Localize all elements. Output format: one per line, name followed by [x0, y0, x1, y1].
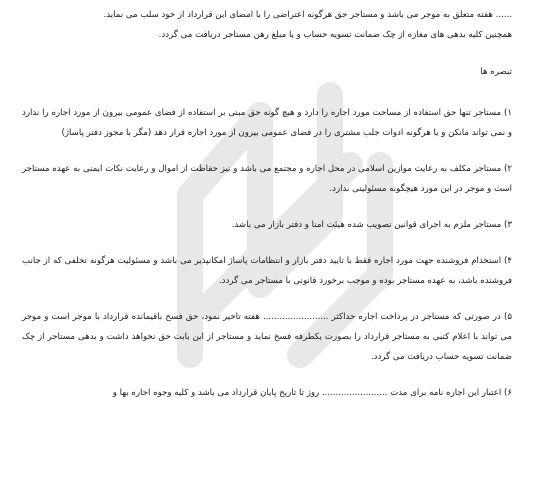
note-3: ۳) مستاجر ملزم به اجرای قوانین تصویب شده هیئت امنا و دفتر بازار می باشد.: [231, 220, 512, 230]
note-6: ۶) اعتبار این اجاره نامه برای مدت ........................ روز تا تاریخ پایان قرارداد می باشد و کلیه وجوه اجاره بها و: [112, 388, 512, 398]
note-4: ۴) استخدام فروشنده جهت مورد اجاره فقط با تایید دفتر بازار و انتظامات پاساژ امکانپذیر می باشد و مسئولیت هرگونه تخلفی که از جانب فروشنده باشد، به عهده مستاجر بوده و موجب برخورد قانونی با مستاجر می گردد.: [22, 256, 512, 286]
document-body: [22, 0, 512, 403]
intro-paragraph-2: همچنین کلیه بدهی های مغازه از چک ضمانت تسویه حساب و یا مبلغ رهن مستاجر دریافت می گردد.: [158, 30, 512, 40]
notes-heading: تبصره ها: [480, 67, 512, 77]
note-2: ۲) مستاجر مکلف به رعایت موازین اسلامی در محل اجاره و مجتمع می باشد و نیز حفاظت از اموال و رعایت نکات ایمنی به عهده مستاجر است و موجر در این مورد هیچگونه مسئولیتی ندارد.: [22, 164, 512, 194]
intro-paragraph-1: ...... هفته متعلق به موجر می باشد و مستاجر حق هرگونه اعتراضی را با امضای این قرارداد از خود سلب می نماید.: [103, 10, 512, 20]
note-5: ۵) در صورتی که مستاجر در پرداخت اجاره حداکثر ........................ هفته تاخیر نمود، حق فسخ باقیمانده قرارداد با موجر است و موجر می تواند با اعلام کتبی به مستاجر قرارداد را بصورت یکطرفه فسخ نماید و مستاجر از این بابت حق نخواهد داشت و بدهی مستاجر از چک ضمانت تسویه حساب دریافت می گردد.: [22, 312, 512, 362]
note-1: ۱) مستاجر تنها حق استفاده از مساحت مورد اجاره را دارد و هیچ گونه حق مبنی بر استفاده از فضای عمومی بیرون از مورد اجاره را ندارد و نمی تواند مانکن و یا هرگونه ادوات جلب مشتری را در فضای عمومی بیرون از مورد اجاره قرار دهد (مگر با مجوز دفتر پاساژ): [22, 108, 512, 138]
